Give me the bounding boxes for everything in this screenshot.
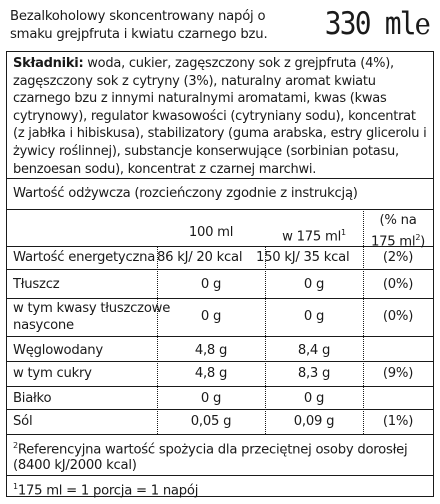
row-fat-175ml: 0 g bbox=[303, 277, 325, 292]
nutrition-title: Wartość odżywcza (rozcieńczony zgodnie z instrukcją) bbox=[13, 186, 358, 201]
row-carbohydrates-100ml: 4,8 g bbox=[194, 343, 228, 358]
divider bbox=[7, 246, 433, 247]
divider bbox=[7, 178, 433, 179]
row-salt-175ml: 0,09 g bbox=[293, 414, 335, 429]
row-protein-100ml: 0 g bbox=[200, 391, 222, 406]
estimated-sign: e bbox=[415, 7, 431, 42]
net-volume: 330 mle bbox=[325, 6, 431, 42]
row-sugars-100ml: 4,8 g bbox=[194, 366, 228, 381]
product-header bbox=[10, 6, 435, 48]
row-fat-100ml: 0 g bbox=[200, 277, 222, 292]
row-protein-175ml: 0 g bbox=[303, 391, 325, 406]
column-separator bbox=[363, 209, 364, 434]
divider bbox=[7, 409, 433, 410]
row-label-fat: Tłuszcz bbox=[13, 277, 60, 292]
row-carbohydrates-175ml: 8,4 g bbox=[297, 343, 331, 358]
row-label-protein: Białko bbox=[13, 391, 52, 406]
ingredients-label: Składniki: bbox=[13, 56, 84, 71]
row-energy-175ml: 150 kJ/ 35 kcal bbox=[256, 250, 350, 265]
row-saturated-fat-175ml: 0 g bbox=[303, 309, 325, 324]
column-separator bbox=[157, 246, 158, 434]
row-saturated-fat-pct: (0%) bbox=[382, 309, 414, 324]
row-salt-100ml: 0,05 g bbox=[190, 414, 232, 429]
footnote-reference-intake: $^2$Referencyjna wartość spożycia dla przeciętnej osoby dorosłej (8400 kJ/2000 kcal) bbox=[13, 441, 408, 474]
label-box bbox=[6, 51, 434, 497]
divider bbox=[7, 434, 433, 435]
divider bbox=[7, 475, 433, 476]
divider bbox=[7, 269, 433, 270]
col-header-100ml: 100 ml bbox=[188, 225, 234, 240]
row-salt-pct: (1%) bbox=[382, 414, 414, 429]
row-label-salt: Sól bbox=[13, 414, 33, 429]
row-label-carbohydrates: Węglowodany bbox=[13, 343, 103, 358]
divider bbox=[7, 336, 433, 337]
row-label-sugars: w tym cukry bbox=[13, 366, 92, 381]
row-energy-pct: (2%) bbox=[382, 250, 414, 265]
col-header-175ml: w 175 $ml^1$ bbox=[282, 228, 346, 245]
row-energy-100ml: 86 kJ/ 20 kcal bbox=[157, 250, 243, 265]
footnote-portion: $^1$175 ml = 1 porcja = 1 napój bbox=[13, 482, 199, 499]
row-sugars-pct: (9%) bbox=[382, 366, 414, 381]
product-description: Bezalkoholowy skoncentrowany napój o smaku grejpfruta i kwiatu czarnego bzu. bbox=[10, 9, 268, 42]
row-label-energy: Wartość energetyczna bbox=[13, 250, 156, 265]
row-saturated-fat-100ml: 0 g bbox=[200, 309, 222, 324]
col-header-pct-ri: (% na 175 $ml^2$) bbox=[370, 213, 426, 250]
ingredients-text: Składniki: woda, cukier, zagęszczony sok z grejpfruta (4%), zagęszczony sok z cytryny (3%), naturalny aromat kwiatu czarnego bzu z innymi naturalnymi aromatami, kwas (kwas cytrynowy), regulator kwasowości (cytryniany sodu), koncentrat (z jabłka i hibiskusa), stabilizatory (guma arabska, estry glicerolu i żywicy roślinnej), substancje konserwujące (sorbinian potasu, benzoesan sodu), koncentrat z czarnej marchwi. bbox=[13, 56, 427, 177]
row-fat-pct: (0%) bbox=[382, 277, 414, 292]
divider bbox=[7, 386, 433, 387]
column-separator bbox=[265, 246, 266, 434]
divider bbox=[7, 361, 433, 362]
row-sugars-175ml: 8,3 g bbox=[297, 366, 331, 381]
divider bbox=[7, 209, 433, 210]
row-label-saturated-fat: w tym kwasy tłuszczowe nasycone bbox=[13, 301, 171, 333]
divider bbox=[7, 298, 433, 299]
